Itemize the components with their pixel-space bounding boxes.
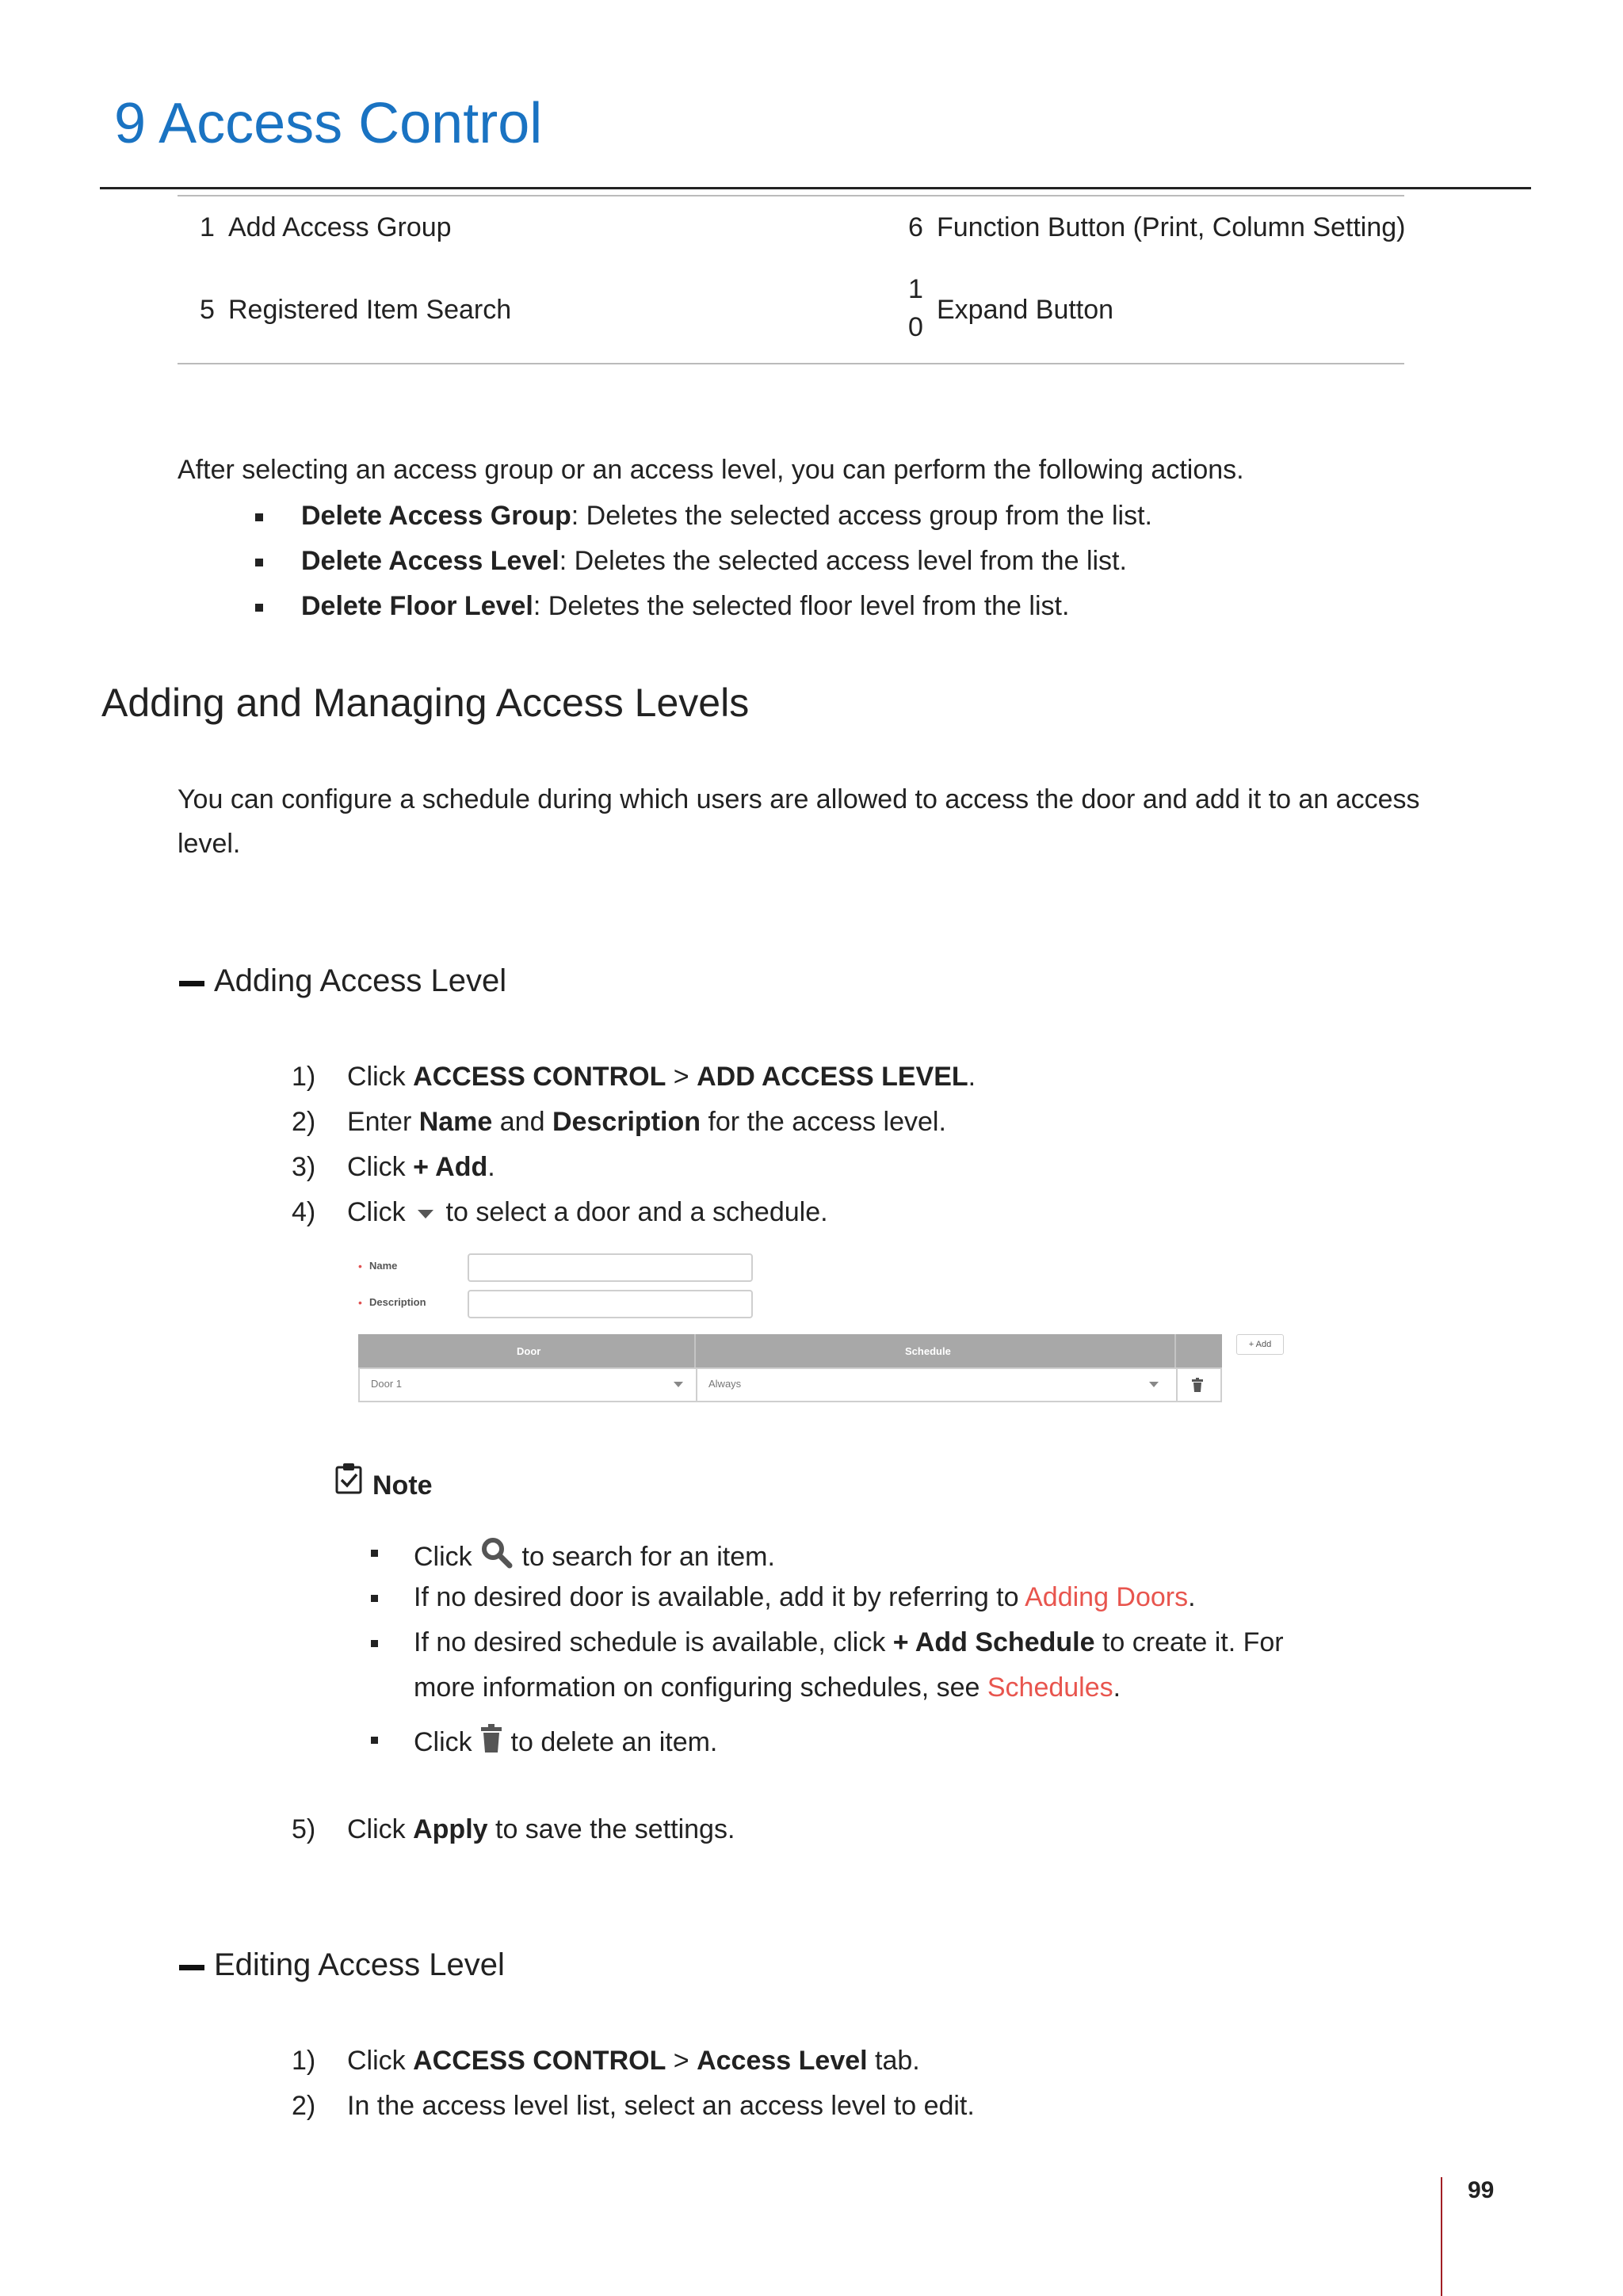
action-item: Delete Access Group: Deletes the selected access group from the list. (301, 501, 1153, 531)
section-desc: level. (178, 829, 241, 859)
note-item-delete: Click to delete an item. (414, 1724, 717, 1758)
step-number: 2) (292, 1107, 316, 1137)
bullet (255, 559, 263, 566)
note-item-search: Click to search for an item. (414, 1537, 775, 1573)
step-number: 4) (292, 1197, 316, 1227)
bullet (371, 1550, 378, 1557)
legend-num: 0 (908, 312, 923, 342)
legend-num: 6 (908, 212, 923, 242)
table-header (358, 1334, 1222, 1367)
add-button[interactable]: + Add (1236, 1334, 1284, 1355)
title-rule (100, 187, 1531, 189)
legend-num: 1 (908, 274, 923, 304)
door-value: Door 1 (371, 1378, 403, 1390)
required-mark: • (358, 1260, 362, 1272)
column-divider (694, 1334, 696, 1367)
subsection-dash (179, 1965, 204, 1970)
step-number: 5) (292, 1814, 316, 1844)
dropdown-arrow-icon (416, 1208, 435, 1219)
trash-icon[interactable] (1192, 1378, 1203, 1392)
bullet (371, 1640, 378, 1647)
step-number: 1) (292, 1062, 316, 1092)
legend-label: Expand Button (937, 295, 1114, 325)
step-text: Click to select a door and a schedule. (347, 1197, 828, 1227)
subsection-dash (179, 981, 204, 986)
page-number: 99 (1468, 2177, 1495, 2203)
clipboard-check-icon (334, 1463, 363, 1494)
legend-table (178, 195, 1404, 364)
link-schedules[interactable]: Schedules (987, 1672, 1113, 1703)
link-adding-doors[interactable]: Adding Doors (1025, 1582, 1189, 1612)
subsection-title: Editing Access Level (214, 1947, 505, 1982)
column-door: Door (517, 1345, 541, 1357)
step-number: 1) (292, 2046, 316, 2076)
action-item: Delete Floor Level: Deletes the selected floor level from the list. (301, 591, 1070, 621)
bullet (371, 1737, 378, 1744)
step-text: In the access level list, select an access level to edit. (347, 2091, 975, 2121)
search-icon (481, 1537, 513, 1569)
chapter-title: 9 Access Control (114, 92, 543, 155)
step-text: Click + Add. (347, 1152, 495, 1182)
intro-text: After selecting an access group or an access level, you can perform the following actions. (178, 455, 1244, 485)
step-text: Click ACCESS CONTROL > Access Level tab. (347, 2046, 920, 2076)
section-desc: You can configure a schedule during which users are allowed to access the door and add it to an access (178, 784, 1420, 814)
name-label: Name (369, 1260, 398, 1272)
required-mark: • (358, 1296, 362, 1309)
description-input[interactable] (468, 1290, 753, 1318)
section-title: Adding and Managing Access Levels (101, 681, 750, 725)
legend-label: Function Button (Print, Column Setting) (937, 212, 1406, 242)
legend-num: 1 (200, 212, 215, 242)
legend-label: Add Access Group (228, 212, 452, 242)
step-number: 2) (292, 2091, 316, 2121)
bullet (255, 513, 263, 521)
table-row (358, 1367, 1222, 1402)
note-item-schedule-cont: more information on configuring schedules, see Schedules. (414, 1672, 1121, 1703)
form-screenshot (349, 1244, 1284, 1410)
step-text: Enter Name and Description for the access level. (347, 1107, 946, 1137)
note-title: Note (372, 1470, 433, 1501)
chevron-down-icon (674, 1382, 683, 1388)
trash-icon (481, 1724, 502, 1753)
step-text: Click ACCESS CONTROL > ADD ACCESS LEVEL. (347, 1062, 976, 1092)
description-label: Description (369, 1296, 426, 1308)
note-item-schedule: If no desired schedule is available, click + Add Schedule to create it. For (414, 1627, 1284, 1657)
door-select[interactable] (360, 1369, 696, 1401)
legend-num: 5 (200, 295, 215, 325)
page-rule (1441, 2177, 1442, 2296)
bullet (255, 604, 263, 612)
bullet (371, 1595, 378, 1602)
schedule-select[interactable] (697, 1369, 1176, 1401)
subsection-title: Adding Access Level (214, 963, 507, 998)
note-item-door: If no desired door is available, add it by referring to Adding Doors. (414, 1582, 1196, 1612)
column-schedule: Schedule (905, 1345, 951, 1357)
step-text: Click Apply to save the settings. (347, 1814, 735, 1844)
column-divider (1174, 1334, 1176, 1367)
name-input[interactable] (468, 1253, 753, 1282)
action-item: Delete Access Level: Deletes the selected access level from the list. (301, 546, 1127, 576)
column-divider (1176, 1369, 1178, 1401)
step-number: 3) (292, 1152, 316, 1182)
schedule-value: Always (708, 1378, 742, 1390)
legend-label: Registered Item Search (228, 295, 512, 325)
chevron-down-icon (1149, 1382, 1159, 1388)
